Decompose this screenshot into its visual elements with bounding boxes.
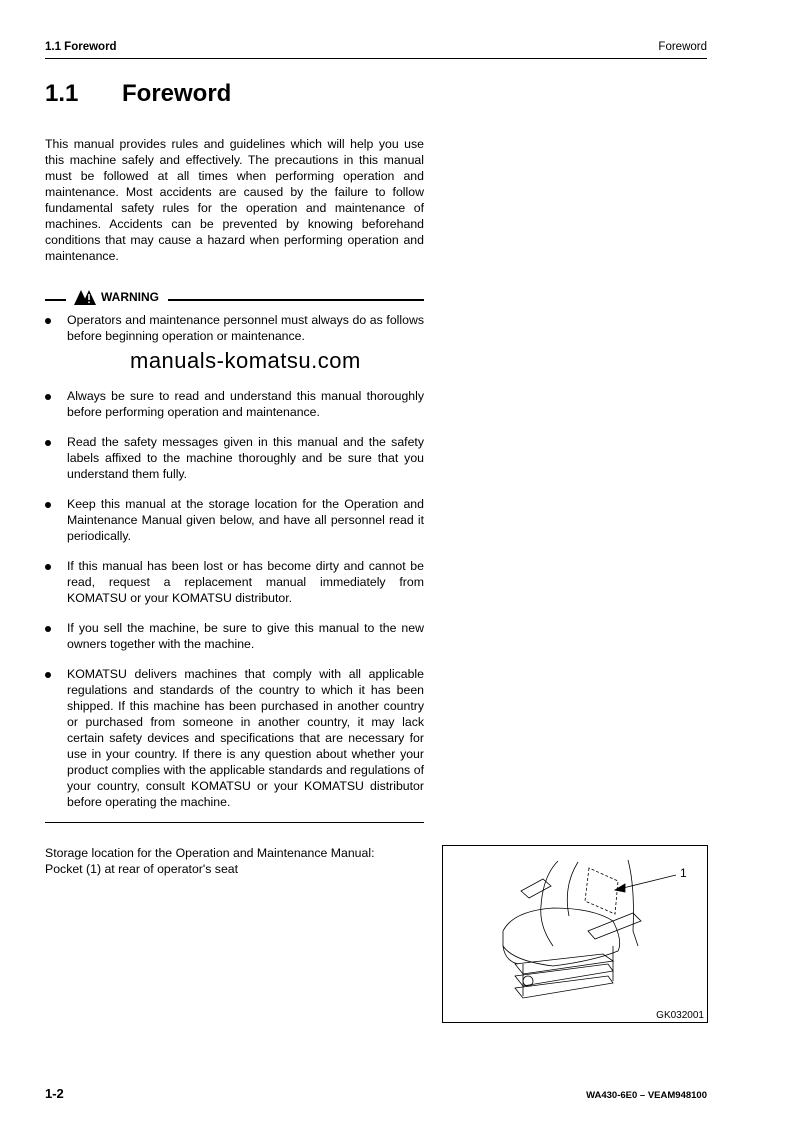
warning-item: Operators and maintenance personnel must always do as follows before beginning operation or maintenance. — [45, 312, 424, 344]
header-section: 1.1 Foreword — [45, 41, 117, 53]
page-title — [45, 80, 231, 108]
warning-icon — [73, 289, 97, 305]
title-number: 1.1 — [45, 80, 79, 107]
warning-item: If this manual has been lost or has become dirty and cannot be read, request a replacement manual immediately from KOMATSU or your KOMATSU distributor. — [45, 558, 424, 606]
warning-item: Read the safety messages given in this manual and the safety labels affixed to the machine thoroughly and be sure that you understand them fully. — [45, 434, 424, 482]
warning-end-rule — [45, 822, 424, 823]
figure-callout: 1 — [680, 866, 687, 880]
title-text: Foreword — [122, 80, 232, 107]
intro-paragraph: This manual provides rules and guidelines which will help you use this machine safely and effectively. The precautions in this manual must be followed at all times when performing operation and maintenance. Most accidents are caused by the failure to follow fundamental safety rules for the operation and maintenance of machines. Accidents can be prevented by knowing beforehand conditions that may cause a hazard when performing operation and maintenance. — [45, 137, 424, 263]
figure-id: GK032001 — [656, 1010, 704, 1021]
watermark: manuals-komatsu.com — [130, 348, 361, 373]
warning-item: Keep this manual at the storage location for the Operation and Maintenance Manual given below, and have all personnel read it periodically. — [45, 496, 424, 544]
warning-item: If you sell the machine, be sure to give this manual to the new owners together with the machine. — [45, 620, 424, 652]
storage-text: Storage location for the Operation and Maintenance Manual: Pocket (1) at rear of operator's seat — [45, 846, 375, 876]
main-column — [45, 136, 424, 877]
warning-label: WARNING — [101, 290, 159, 304]
warning-item: KOMATSU delivers machines that comply with all applicable regulations and standards of the country to which it has been shipped. If this machine has been purchased in another country or purchased from someone in another country, it may lack certain safety devices and specifications that are necessary for use in your country. If there is any question about whether your product complies with the applicable standards and regulations of your country, consult KOMATSU or your KOMATSU distributor before operating the machine. — [45, 666, 424, 810]
warning-heading — [45, 288, 424, 304]
page-number: 1-2 — [45, 1086, 64, 1101]
seat-figure — [442, 845, 708, 1023]
header-rule — [45, 58, 707, 59]
document-code: WA430-6E0 – VEAM948100 — [586, 1090, 707, 1101]
operator-seat-illustration — [443, 846, 707, 1022]
warning-item: Always be sure to read and understand this manual thoroughly before performing operation and maintenance. — [45, 388, 424, 420]
header-title: Foreword — [658, 41, 707, 53]
